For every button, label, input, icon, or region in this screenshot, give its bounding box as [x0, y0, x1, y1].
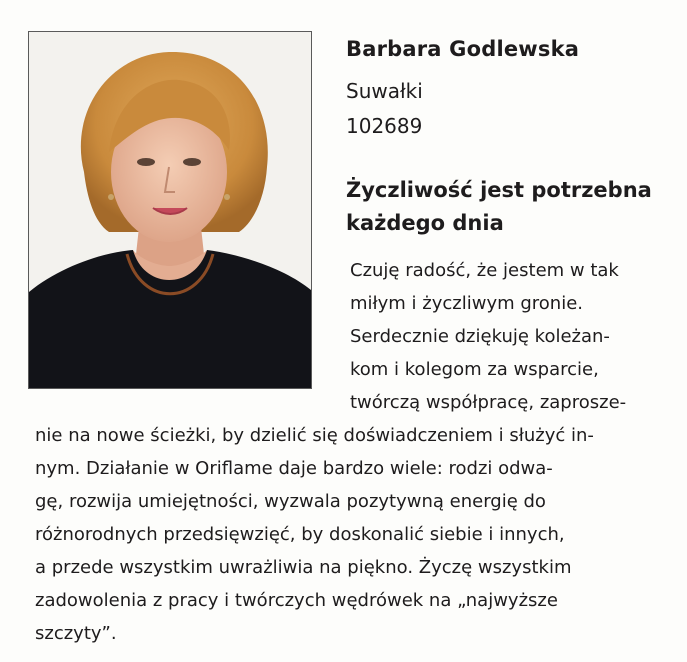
body-line: różnorodnych przedsięwzięć, by doskonalić siebie i innych,: [35, 524, 565, 545]
person-name: Barbara Godlewska: [346, 37, 580, 61]
body-line: kom i kolegom za wsparcie,: [350, 359, 599, 380]
body-line: zadowolenia z pracy i twórczych wędrówek na „najwyższe: [35, 590, 558, 611]
portrait-illustration: [29, 32, 311, 388]
headline-line: każdego dnia: [346, 211, 504, 235]
body-line: a przede wszystkim uwrażliwia na piękno. Życzę wszystkim: [35, 557, 572, 578]
body-line: nie na nowe ścieżki, by dzielić się doświadczeniem i służyć in-: [35, 425, 594, 446]
body-line: Serdecznie dziękuję koleżan-: [350, 326, 610, 347]
body-line: szczyty”.: [35, 623, 117, 644]
body-line: twórczą współpracę, zaprosze-: [350, 392, 627, 413]
headline-line: Życzliwość jest potrzebna: [346, 178, 652, 202]
person-id-number: 102689: [346, 114, 423, 138]
article-headline: [346, 174, 652, 240]
body-line: miłym i życzliwym gronie.: [350, 293, 584, 314]
body-line: nym. Działanie w Oriflame daje bardzo wiele: rodzi odwa-: [35, 458, 553, 479]
person-city: Suwałki: [346, 79, 423, 103]
portrait-photo: [28, 31, 312, 389]
body-line: Czuję radość, że jestem w tak: [350, 260, 619, 281]
body-line: gę, rozwija umiejętności, wyzwala pozytywną energię do: [35, 491, 546, 512]
